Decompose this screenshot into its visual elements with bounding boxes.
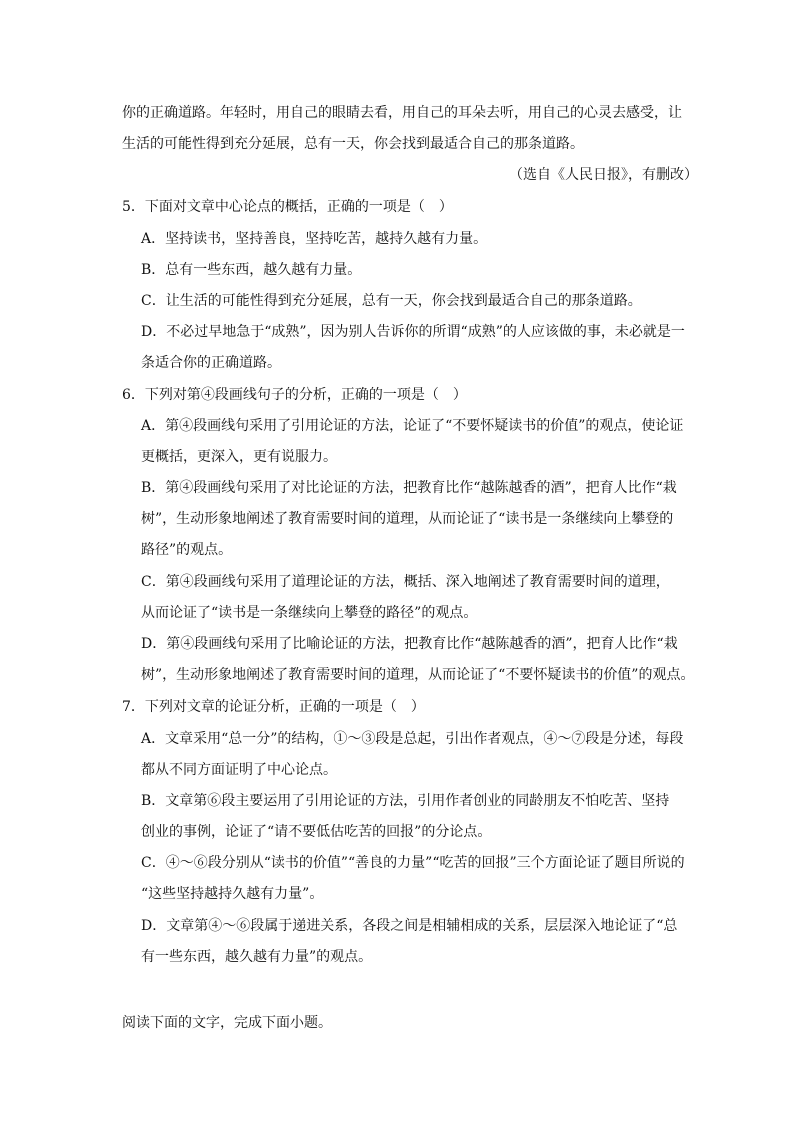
reading-instruction: 阅读下面的文字，完成下面小题。 [122,1015,332,1031]
question-7-option-a-cont: 都从不同方面证明了中心论点。 [141,762,337,778]
question-7-option-c-cont: “这些坚持越持久越有力量”。 [141,886,324,902]
question-7-option-b: B．文章第⑥段主要运用了引用论证的方法，引用作者创业的同龄朋友不怕吃苦、坚持 [141,793,670,809]
passage-line: 生活的可能性得到充分延展，总有一天，你会找到最适合自己的那条道路。 [122,136,584,152]
question-6-option-b: B．第④段画线句采用了对比论证的方法，把教育比作“越陈越香的酒”，把育人比作“栽 [141,480,677,496]
passage-source: （选自《人民日报》，有删改） [509,167,698,183]
question-6-option-b-cont2: 路径”的观点。 [141,542,233,558]
question-7-stem: 7．下列对文章的论证分析，正确的一项是（ ） [122,699,425,715]
question-5-option-c: C．让生活的可能性得到充分延展，总有一天，你会找到最适合自己的那条道路。 [141,293,642,309]
question-6-stem: 6．下列对第④段画线句子的分析，正确的一项是（ ） [122,387,467,403]
question-5-stem: 5．下面对文章中心论点的概括，正确的一项是（ ） [122,199,453,215]
question-5-option-d-cont: 条适合你的正确道路。 [141,355,281,371]
question-6-option-c-cont: 从而论证了“读书是一条继续向上攀登的路径”的观点。 [141,605,478,621]
question-5-option-a: A．坚持读书，坚持善良，坚持吃苦，越持久越有力量。 [141,231,488,247]
question-5-option-d: D．不必过早地急于“成熟”，因为别人告诉你的所谓“成熟”的人应该做的事，未必就是一 [141,324,685,340]
question-6-option-d: D．第④段画线句采用了比喻论证的方法，把教育比作“越陈越香的酒”，把育人比作“栽 [141,636,678,652]
question-7-option-b-cont: 创业的事例，论证了“请不要低估吃苦的回报”的分论点。 [141,824,492,840]
question-7-option-a: A．文章采用“总一分”的结构，①～③段是总起，引出作者观点，④～⑦段是分述，每段 [141,731,684,747]
question-6-option-a-cont: 更概括，更深入，更有说服力。 [141,449,337,465]
question-6-option-d-cont: 树”，生动形象地阐述了教育需要时间的道理，从而论证了“不要怀疑读书的价值”的观点。 [141,667,695,683]
question-6-option-b-cont: 树”，生动形象地阐述了教育需要时间的道理，从而论证了“读书是一条继续向上攀登的 [141,511,674,527]
question-7-option-c: C．④～⑥段分别从“读书的价值”“善良的力量”“吃苦的回报”三个方面论证了题目所说的 [141,855,685,871]
question-7-option-d: D．文章第④～⑥段属于递进关系，各段之间是相辅相成的关系，层层深入地论证了“总 [141,918,678,934]
question-7-option-d-cont: 有一些东西，越久越有力量”的观点。 [141,949,373,965]
question-6-option-a: A．第④段画线句采用了引用论证的方法，论证了“不要怀疑读书的价值”的观点，使论证 [141,418,684,434]
question-6-option-c: C．第④段画线句采用了道理论证的方法，概括、深入地阐述了教育需要时间的道理， [141,574,670,590]
question-5-option-b: B．总有一些东西，越久越有力量。 [141,262,362,278]
passage-line: 你的正确道路。年轻时，用自己的眼睛去看，用自己的耳朵去听，用自己的心灵去感受，让 [122,105,682,121]
